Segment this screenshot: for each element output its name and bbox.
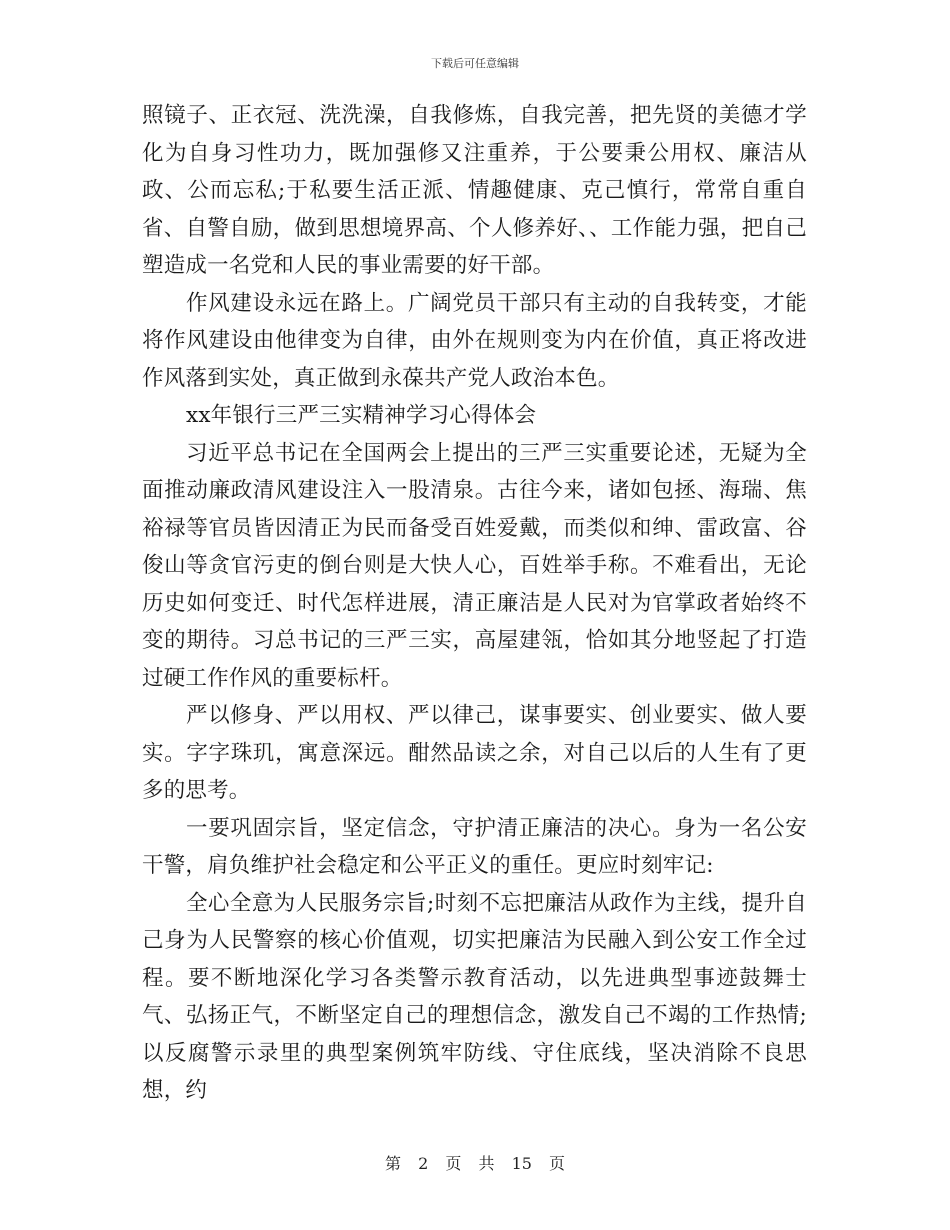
footer-total-pages: 15	[511, 1154, 532, 1173]
page-header-note: 下载后可任意编辑	[431, 57, 519, 70]
page-footer	[0, 1151, 950, 1174]
footer-label-di: 第	[384, 1154, 401, 1173]
paragraph: 严以修身、严以用权、严以律己，谋事要实、创业要实、做人要实。字字珠玑，寓意深远。酣然品读之余，对自己以后的人生有了更多的思考。	[142, 703, 807, 803]
paragraph: 全心全意为人民服务宗旨;时刻不忘把廉洁从政作为主线，提升自己身为人民警察的核心价值观，切实把廉洁为民融入到公安工作全过程。要不断地深化学习各类警示教育活动，以先进典型事迹鼓舞士气、弘扬正气，不断坚定自己的理想信念，激发自己不竭的工作热情;以反腐警示录里的典型案例筑牢防线、守住底线，坚决消除不良思想，约	[142, 890, 807, 1103]
footer-label-gong: 共	[478, 1154, 495, 1173]
paragraph: 习近平总书记在全国两会上提出的三严三实重要论述，无疑为全面推动廉政清风建设注入一股清泉。古往今来，诸如包拯、海瑞、焦裕禄等官员皆因清正为民而备受百姓爱戴，而类似和绅、雷政富、谷俊山等贪官污吏的倒台则是大快人心，百姓举手称。不难看出，无论历史如何变迁、时代怎样进展，清正廉洁是人民对为官掌政者始终不变的期待。习总书记的三严三实，高屋建瓴，恰如其分地竖起了打造过硬工作作风的重要标杆。	[142, 440, 807, 691]
paragraph: 照镜子、正衣冠、洗洗澡，自我修炼，自我完善，把先贤的美德才学化为自身习性功力，既加强修又注重养，于公要秉公用权、廉洁从政、公而忘私;于私要生活正派、情趣健康、克己慎行，常常自重自省、自警自励，做到思想境界高、个人修养好、、工作能力强，把自己塑造成一名党和人民的事业需要的好干部。	[142, 103, 807, 278]
section-title: xx年银行三严三实精神学习心得体会	[186, 403, 537, 428]
footer-label-ye: 页	[445, 1154, 462, 1173]
footer-label-ye-2: 页	[549, 1154, 566, 1173]
footer-current-page: 2	[418, 1154, 429, 1173]
paragraph: 一要巩固宗旨，坚定信念，守护清正廉洁的决心。身为一名公安干警，肩负维护社会稳定和公平正义的重任。更应时刻牢记:	[142, 815, 807, 878]
document-body	[142, 97, 807, 1110]
paragraph: 作风建设永远在路上。广阔党员干部只有主动的自我转变，才能将作风建设由他律变为自律，由外在规则变为内在价值，真正将改进作风落到实处，真正做到永葆共产党人政治本色。	[142, 290, 807, 391]
